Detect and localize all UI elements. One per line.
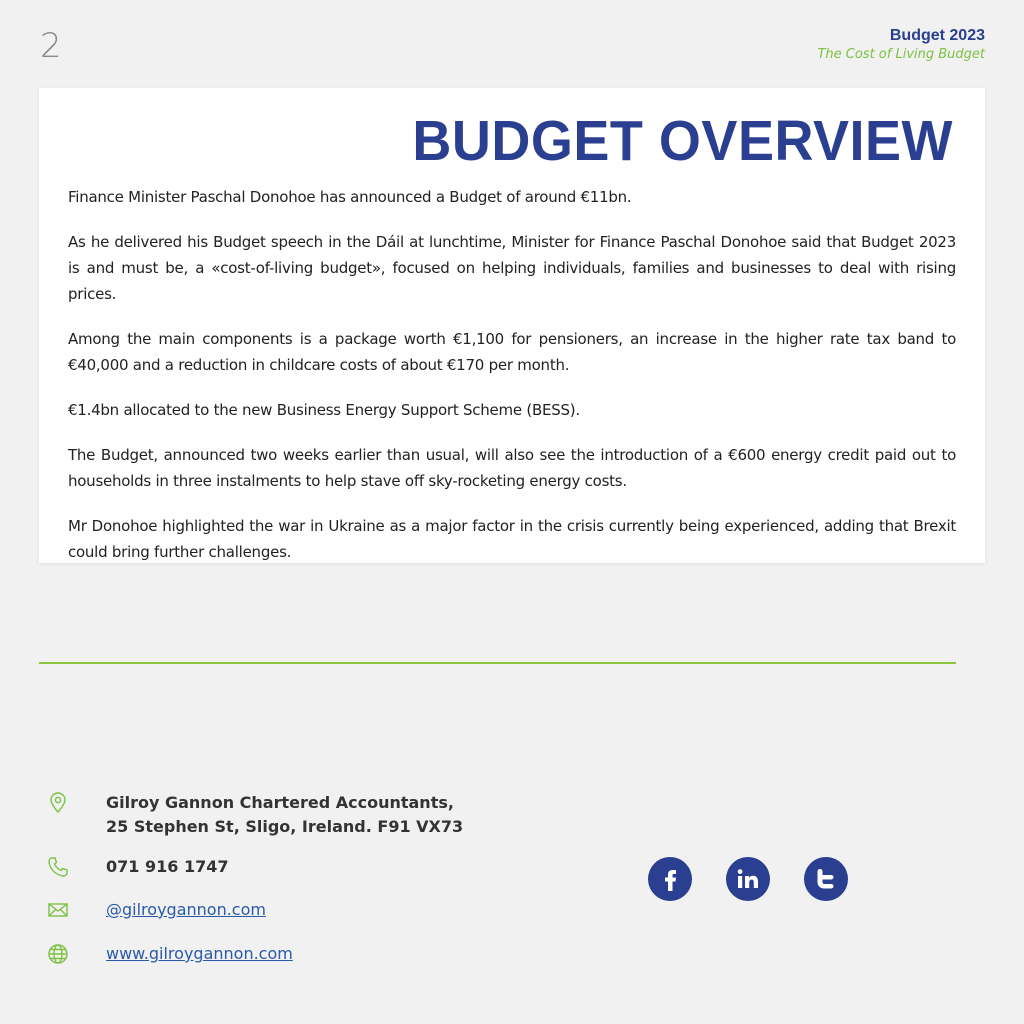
linkedin-button[interactable]	[726, 857, 770, 901]
facebook-button[interactable]	[648, 857, 692, 901]
linkedin-icon	[736, 867, 760, 891]
paragraph-5: The Budget, announced two weeks earlier than usual, will also see the introduction of a €600 energy credit paid out to households in three instalments to help stave off sky-rocketing energy costs.	[68, 446, 956, 490]
phone-number[interactable]: 071 916 1747	[106, 857, 229, 876]
email-link[interactable]: @gilroygannon.com	[106, 900, 266, 919]
paragraph-6: Mr Donohoe highlighted the war in Ukraine as a major factor in the crisis currently being experienced, adding that Brexit could bring further challenges.	[68, 517, 956, 561]
contact-email	[46, 898, 266, 922]
card-body	[68, 184, 956, 584]
address-line-1: Gilroy Gannon Chartered Accountants,	[106, 793, 454, 812]
header-subtitle: The Cost of Living Budget	[817, 47, 985, 62]
twitter-button[interactable]	[804, 857, 848, 901]
paragraph-2: As he delivered his Budget speech in the Dáil at lunchtime, Minister for Finance Paschal Donohoe said that Budget 2023 is and must be, a «cost-of-living budget», focused on helping individuals, families and businesses to deal with rising prices.	[68, 233, 956, 303]
card-title: BUDGET OVERVIEW	[412, 109, 953, 173]
page-number: 2	[40, 26, 62, 66]
phone-icon	[46, 855, 70, 879]
paragraph-4: €1.4bn allocated to the new Business Energy Support Scheme (BESS).	[68, 401, 580, 419]
website-link[interactable]: www.gilroygannon.com	[106, 944, 293, 963]
header-title: Budget 2023	[889, 27, 985, 44]
globe-icon	[46, 942, 70, 966]
paragraph-1: Finance Minister Paschal Donohoe has announced a Budget of around €11bn.	[68, 188, 632, 206]
overview-card	[39, 88, 985, 563]
envelope-icon	[46, 898, 70, 922]
facebook-icon	[659, 866, 681, 892]
paragraph-3: Among the main components is a package worth €1,100 for pensioners, an increase in the higher rate tax band to €40,000 and a reduction in childcare costs of about €170 per month.	[68, 330, 956, 374]
section-divider	[39, 662, 956, 664]
twitter-icon	[814, 867, 838, 891]
document-header	[817, 26, 985, 64]
contact-phone	[46, 855, 228, 879]
location-pin-icon	[46, 791, 70, 815]
address-line-2: 25 Stephen St, Sligo, Ireland. F91 VX73	[106, 817, 464, 836]
contact-website	[46, 942, 293, 966]
contact-address	[46, 791, 463, 839]
